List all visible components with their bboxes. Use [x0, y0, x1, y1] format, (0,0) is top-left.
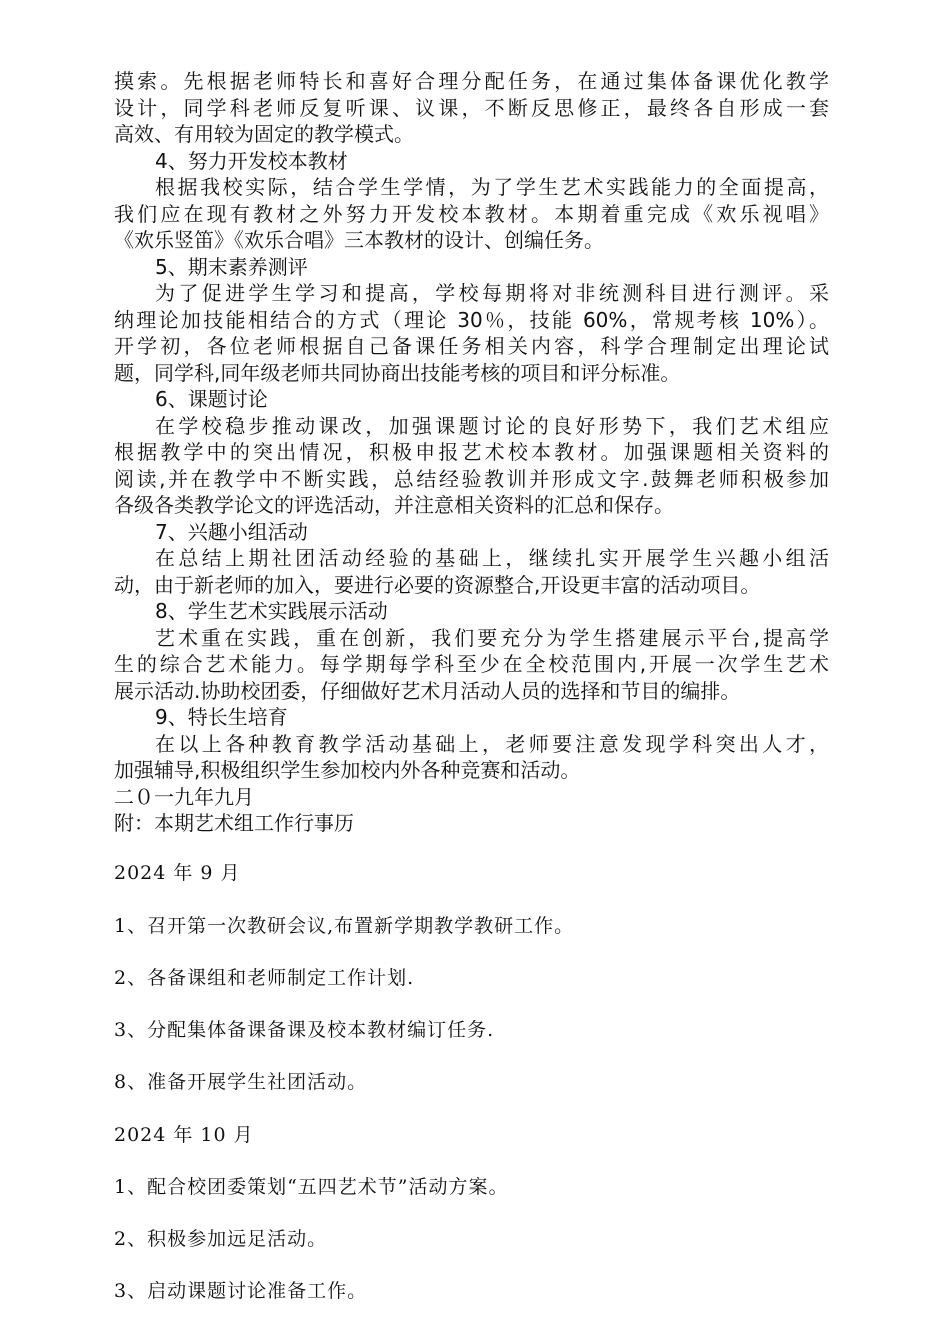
text-line: 设计，同学科老师反复听课、议课，不断反思修正，最终各自形成一套: [114, 95, 829, 120]
text-line: 展示活动.协助校团委，仔细做好艺术月活动人员的选择和节目的编排。: [114, 678, 741, 703]
section-heading: 7、兴趣小组活动: [155, 519, 308, 544]
date-paragraph: [114, 784, 829, 837]
text-line: 阅读,并在教学中不断实践，总结经验教训并形成文字.鼓舞老师积极参加: [114, 466, 829, 491]
month-label: 2024 年 10 月: [114, 1124, 254, 1146]
text-line: 《欢乐竖笛》《欢乐合唱》三本教材的设计、创编任务。: [114, 228, 604, 252]
text-line: 摸索。先根据老师特长和喜好合理分配任务，在通过集体备课优化教学: [114, 69, 829, 93]
section-5: [114, 254, 829, 387]
list-item: 2、积极参加远足活动。: [114, 1228, 328, 1250]
intro-paragraph: [114, 68, 829, 148]
text-line: 在以上各种教育教学活动基础上，老师要注意发现学科突出人才，: [155, 731, 829, 756]
text-line: 我们应在现有教材之外努力开发校本教材。本期着重完成《欢乐视唱》: [114, 201, 829, 226]
text-line: 加强辅导,积极组织学生参加校内外各种竞赛和活动。: [114, 758, 581, 782]
text-line: 各级各类教学论文的评选活动，并注意相关资料的汇总和保存。: [114, 493, 674, 517]
text-line: 题，同学科,同年级老师共同协商出技能考核的项目和评分标准。: [114, 360, 681, 385]
section-heading: 6、课题讨论: [155, 387, 268, 411]
section-heading: 5、期末素养测评: [155, 254, 308, 279]
text-line: 艺术重在实践，重在创新，我们要充分为学生搭建展示平台,提高学: [155, 625, 829, 650]
text-line: 生的综合艺术能力。每学期每学科至少在全校范围内,开展一次学生艺术: [114, 652, 829, 676]
text-line: 为了促进学生学习和提高，学校每期将对非统测科目进行测评。采: [155, 281, 829, 305]
text-line: 根据教学中的突出情况，积极申报艺术校本教材。加强课题相关资料的: [114, 440, 829, 464]
list-item: 1、召开第一次教研会议,布置新学期教学教研工作。: [114, 915, 575, 937]
text-line: 动，由于新老师的加入，要进行必要的资源整合,开设更丰富的活动项目。: [114, 572, 761, 597]
section-8: [114, 598, 829, 704]
text-line: 纳理论加技能相结合的方式（理论 30％，技能 60%，常规考核 10%）。: [114, 307, 829, 332]
text-line: 在总结上期社团活动经验的基础上，继续扎实开展学生兴趣小组活: [155, 546, 829, 570]
section-9: [114, 704, 829, 784]
text-line: 高效、有用较为固定的教学模式。: [114, 122, 414, 146]
date-line: 二０一九年九月: [114, 784, 254, 809]
list-item: 8、准备开展学生社团活动。: [114, 1071, 368, 1093]
text-line: 开学初，各位老师根据自己备课任务相关内容，科学合理制定出理论试: [114, 334, 829, 358]
list-item: 2、各备课组和老师制定工作计划.: [114, 967, 415, 989]
text-line: 根据我校实际，结合学生学情，为了学生艺术实践能力的全面提高，: [155, 175, 829, 199]
list-item: 3、启动课题讨论准备工作。: [114, 1280, 368, 1302]
text-line: 在学校稳步推动课改，加强课题讨论的良好形势下，我们艺术组应: [155, 413, 829, 438]
section-heading: 9、特长生培育: [155, 705, 288, 729]
section-heading: 8、学生艺术实践展示活动: [155, 599, 388, 623]
section-7: [114, 519, 829, 599]
list-item: 1、配合校团委策划“五四艺术节”活动方案。: [114, 1176, 509, 1198]
section-4: [114, 148, 829, 254]
section-6: [114, 386, 829, 519]
section-heading: 4、努力开发校本教材: [155, 148, 348, 173]
list-item: 3、分配集体备课备课及校本教材编订任务.: [114, 1019, 495, 1041]
appendix-title: 附：本期艺术组工作行事历: [114, 811, 354, 835]
month-label: 2024 年 9 月: [114, 862, 241, 884]
